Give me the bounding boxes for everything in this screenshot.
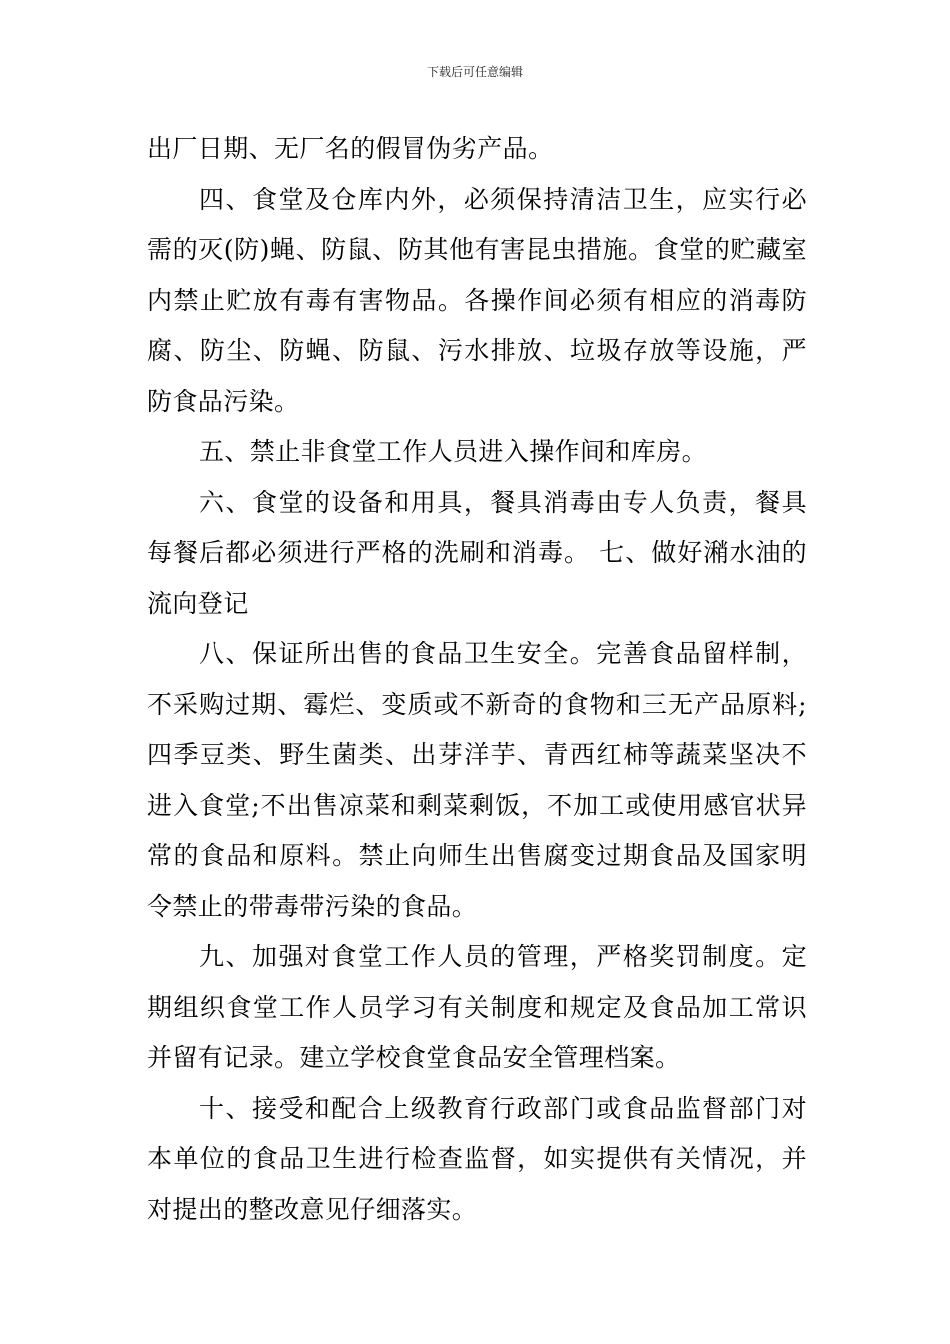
paragraph-item-10: 十、接受和配合上级教育行政部门或食品监督部门对本单位的食品卫生进行检查监督，如实提供有关情况，并对提出的整改意见仔细落实。: [147, 1093, 807, 1224]
paragraph-item-8: 八、保证所出售的食品卫生安全。完善食品留样制，不采购过期、霉烂、变质或不新奇的食物和三无产品原料;四季豆类、野生菌类、出芽洋芋、青西红柿等蔬菜坚决不进入食堂;不出售凉菜和剩菜剩饭，不加工或使用感官状异常的食品和原料。禁止向师生出售腐变过期食品及国家明令禁止的带毒带污染的食品。: [147, 639, 807, 921]
paragraph-item-6-7: 六、食堂的设备和用具，餐具消毒由专人负责，餐具每餐后都必须进行严格的洗刷和消毒。 七、做好潲水油的流向登记: [147, 487, 807, 618]
paragraph-continuation: 出厂日期、无厂名的假冒伪劣产品。: [147, 134, 554, 163]
paragraph-item-9: 九、加强对食堂工作人员的管理，严格奖罚制度。定期组织食堂工作人员学习有关制度和规定及食品加工常识并留有记录。建立学校食堂食品安全管理档案。: [147, 942, 807, 1072]
document-body: [147, 124, 807, 1235]
page-header: 下载后可任意编辑: [426, 65, 523, 79]
paragraph-item-5: 五、禁止非食堂工作人员进入操作间和库房。: [199, 437, 708, 466]
paragraph-item-4: 四、食堂及仓库内外，必须保持清洁卫生，应实行必需的灭(防)蝇、防鼠、防其他有害昆虫措施。食堂的贮藏室内禁止贮放有毒有害物品。各操作间必须有相应的消毒防腐、防尘、防蝇、防鼠、污水排放、垃圾存放等设施，严防食品污染。: [147, 184, 807, 416]
